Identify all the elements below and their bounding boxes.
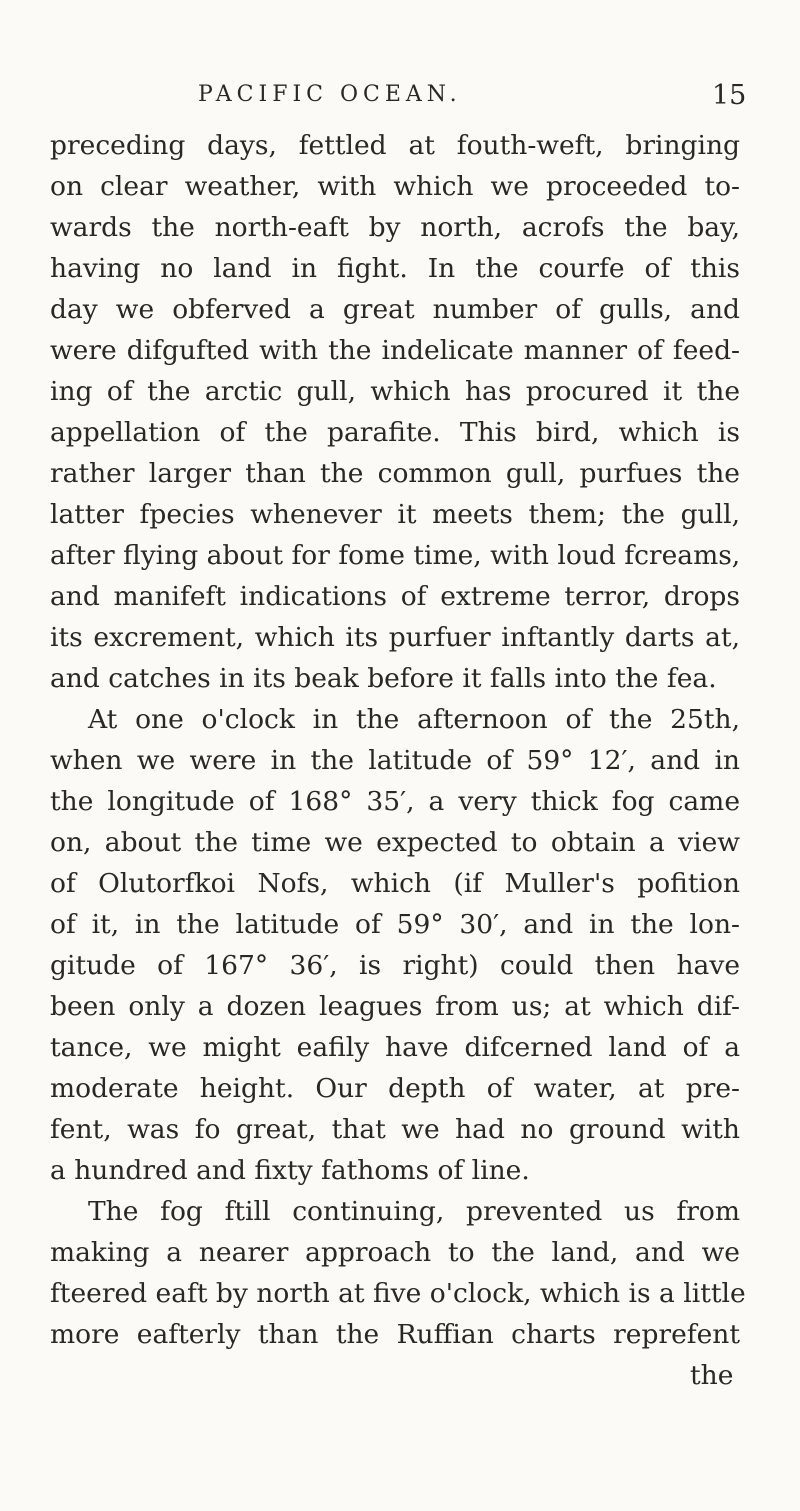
text-line: on, about the time we expected to obtain a view [50,827,740,858]
text-line: wards the north-eaft by north, acrofs the bay, [50,212,740,243]
text-line: of it, in the latitude of 59° 30′, and in the lon- [50,909,740,940]
text-line: making a nearer approach to the land, and we [50,1237,740,1268]
text-line: more eafterly than the Ruffian charts reprefent [50,1319,740,1350]
text-line: ing of the arctic gull, which has procured it the [50,376,740,407]
text-line: latter fpecies whenever it meets them; the gull, [50,499,740,530]
text-line: of Olutorfkoi Nofs, which (if Muller's pofition [50,868,740,899]
text-line: rather larger than the common gull, purfues the [50,458,740,489]
page-header [0,78,800,118]
text-line: been only a dozen leagues from us; at which dif- [50,991,740,1022]
text-line: The fog ftill continuing, prevented us from [88,1196,740,1227]
text-line: were difgufted with the indelicate manner of feed- [50,335,740,366]
text-line: a hundred and fixty fathoms of line. [50,1155,530,1186]
text-line: its excrement, which its purfuer inftantly darts at, [50,622,740,653]
text-line: At one o'clock in the afternoon of the 25th, [88,704,740,735]
text-line: fteered eaft by north at five o'clock, which is a little [50,1278,746,1309]
text-line: fent, was fo great, that we had no ground with [50,1114,740,1145]
text-line: gitude of 167° 36′, is right) could then have [50,950,740,981]
text-line: and manifeft indications of extreme terror, drops [50,581,740,612]
text-line: and catches in its beak before it falls into the fea. [50,663,717,694]
text-line: day we obferved a great number of gulls, and [50,294,740,325]
catchword: the [690,1360,734,1391]
text-line: after flying about for fome time, with loud fcreams, [50,540,741,571]
page-number: 15 [712,80,747,111]
running-head: PACIFIC OCEAN. [198,82,462,107]
text-line: appellation of the parafite. This bird, which is [50,417,740,448]
text-line: moderate height. Our depth of water, at pre- [50,1073,740,1104]
text-line: preceding days, fettled at fouth-weft, bringing [50,130,740,161]
text-line: when we were in the latitude of 59° 12′, and in [50,745,740,776]
text-line: on clear weather, with which we proceeded to- [50,171,740,202]
text-line: having no land in fight. In the courfe of this [50,253,740,284]
text-line: the longitude of 168° 35′, a very thick fog came [50,786,740,817]
text-line: tance, we might eafily have difcerned land of a [50,1032,740,1063]
